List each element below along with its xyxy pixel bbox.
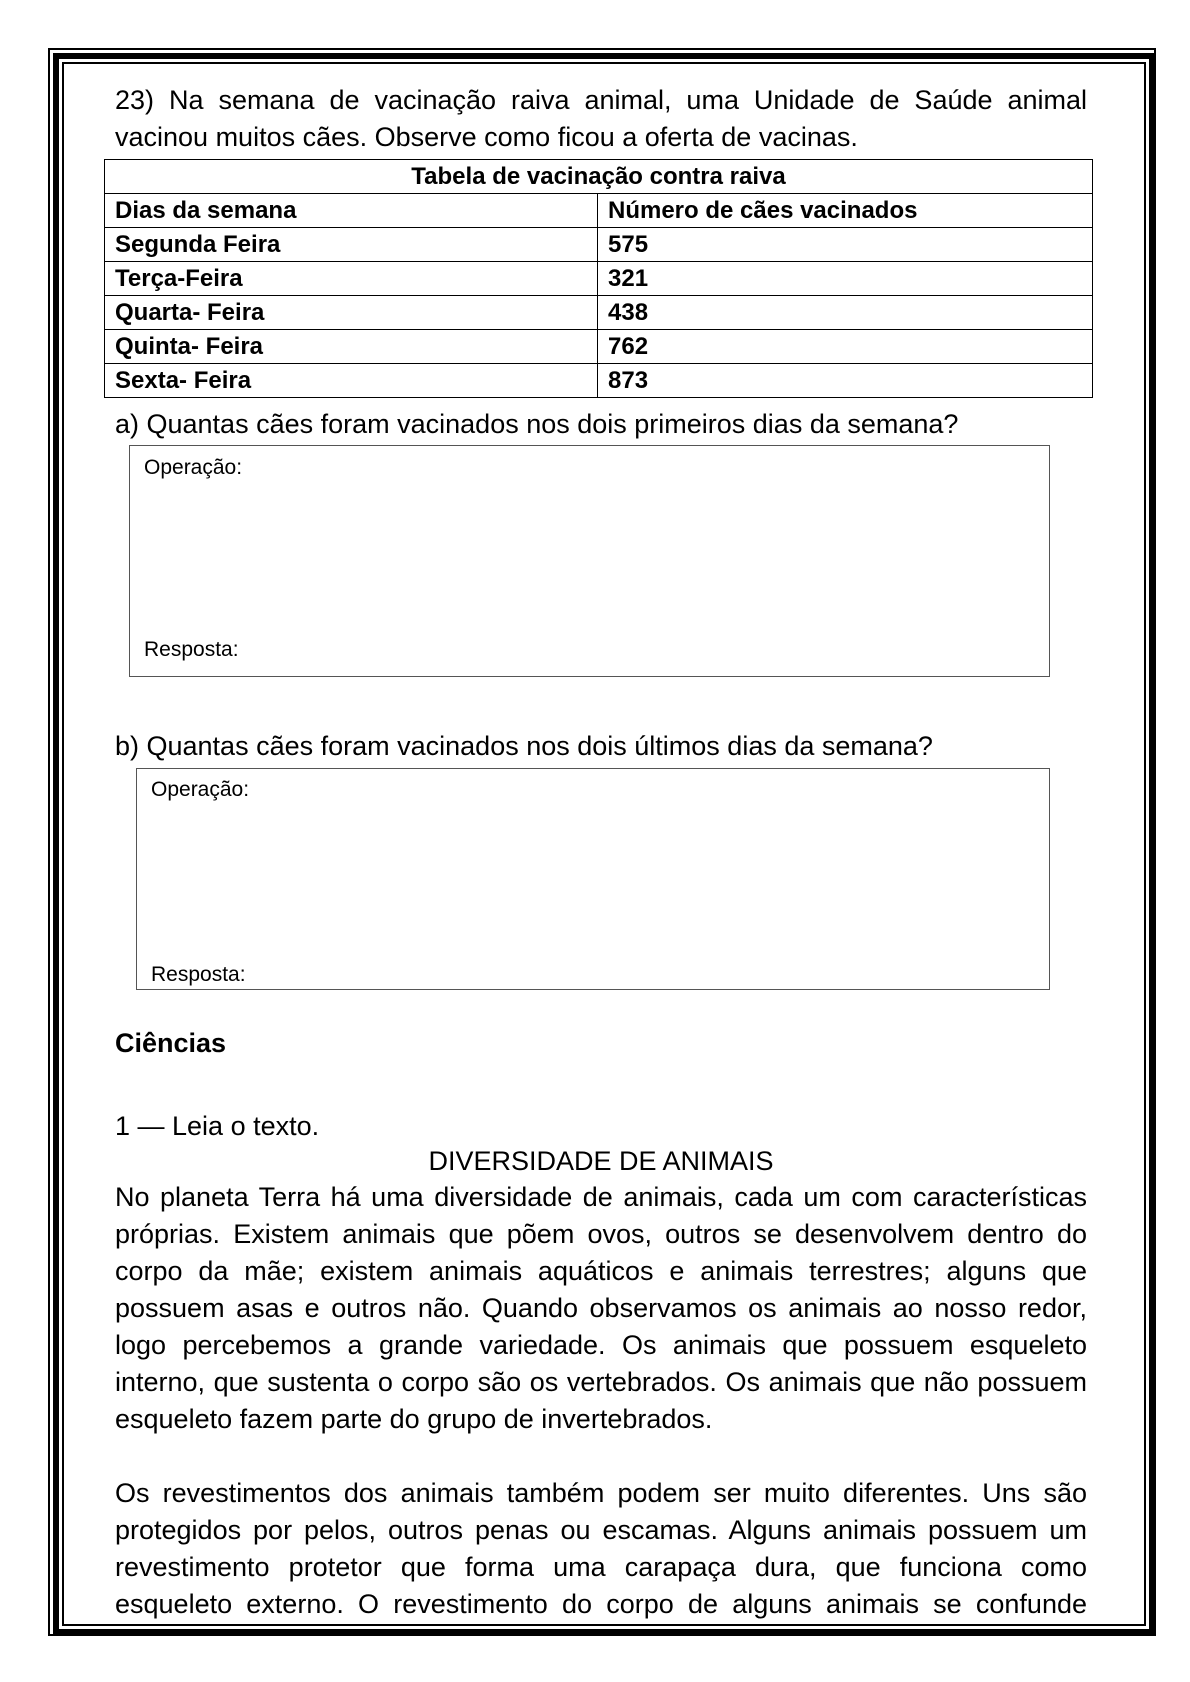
question-b: b) Quantas cães foram vacinados nos dois últimos dias da semana? bbox=[115, 731, 933, 761]
table-header-row bbox=[105, 194, 1093, 228]
day-cell: Segunda Feira bbox=[105, 228, 598, 262]
header-count: Número de cães vacinados bbox=[598, 194, 1093, 228]
count-cell: 575 bbox=[598, 228, 1093, 262]
day-cell: Sexta- Feira bbox=[105, 364, 598, 398]
table-row bbox=[105, 330, 1093, 364]
question-a: a) Quantas cães foram vacinados nos dois primeiros dias da semana? bbox=[115, 409, 959, 439]
science-heading: Ciências bbox=[115, 1028, 227, 1058]
count-cell: 873 bbox=[598, 364, 1093, 398]
text-title: DIVERSIDADE DE ANIMAIS bbox=[428, 1146, 774, 1176]
table-row bbox=[105, 296, 1093, 330]
answer-label-b: Resposta: bbox=[151, 963, 246, 986]
operation-label-a: Operação: bbox=[144, 456, 243, 479]
count-cell: 762 bbox=[598, 330, 1093, 364]
vaccination-table bbox=[104, 159, 1093, 398]
day-cell: Quarta- Feira bbox=[105, 296, 598, 330]
science-instruction: 1 — Leia o texto. bbox=[115, 1111, 320, 1141]
answer-label-a: Resposta: bbox=[144, 638, 239, 661]
table-row bbox=[105, 364, 1093, 398]
count-cell: 438 bbox=[598, 296, 1093, 330]
header-days: Dias da semana bbox=[105, 194, 598, 228]
table-title: Tabela de vacinação contra raiva bbox=[105, 160, 1093, 194]
answer-box-a[interactable] bbox=[129, 445, 1050, 677]
day-cell: Terça-Feira bbox=[105, 262, 598, 296]
paragraph-1: No planeta Terra há uma diversidade de animais, cada um com características próprias. Existem animais que põem ovos, outros se desenvolvem dentro do corpo da mãe; existem animais aquáticos e animais terrestres; alguns que possuem asas e outros não. Quando observamos os animais ao nosso redor, logo percebemos a grande variedade. Os animais que possuem esqueleto interno, que sustenta o corpo são os vertebrados. Os animais que não possuem esqueleto fazem parte do grupo de invertebrados. bbox=[115, 1182, 1087, 1434]
count-cell: 321 bbox=[598, 262, 1093, 296]
answer-box-b[interactable] bbox=[136, 768, 1050, 990]
question-23-intro: 23) Na semana de vacinação raiva animal, uma Unidade de Saúde animal vacinou muitos cães. Observe como ficou a oferta de vacinas. bbox=[115, 85, 1087, 152]
operation-label-b: Operação: bbox=[151, 778, 250, 801]
table-row bbox=[105, 262, 1093, 296]
table-row bbox=[105, 228, 1093, 262]
day-cell: Quinta- Feira bbox=[105, 330, 598, 364]
paragraph-2: Os revestimentos dos animais também podem ser muito diferentes. Uns são protegidos por pelos, outros penas ou escamas. Alguns animais possuem um revestimento protetor que forma uma carapaça dura, que funciona como esqueleto externo. O revestimento do corpo de alguns animais se confunde bbox=[115, 1478, 1087, 1619]
